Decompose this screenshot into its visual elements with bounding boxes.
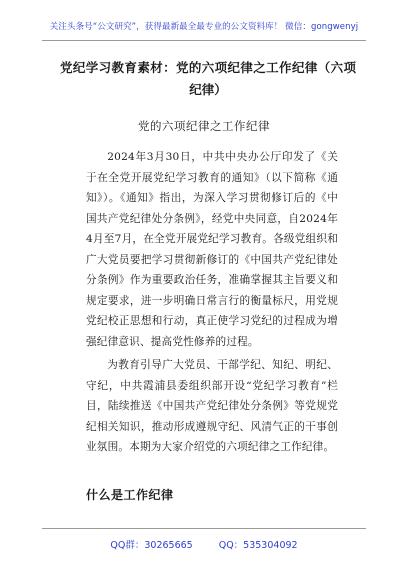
body-paragraph-1: 2024年3月30日，中共中央办公厅印发了《关于在全党开展党纪学习教育的通知》（以下简称《通知》）。《通知》指出，为深入学习贯彻修订后的《中国共产党纪律处分条例》，经党中央同意，自2024年4月至7月，在全党开展党纪学习教育。各级党组织和广大党员要把学习贯彻新修订的《中国共产党纪律处分条例》作为重要政治任务，准确掌握其主旨要义和规定要求，进一步明确日常言行的衡量标尺，用党规党纪校正思想和行动，真正使学习党纪的过程成为增强纪律意识、提高党性修养的过程。 <box>86 151 338 348</box>
footer-qq-number: QQ：535304092 <box>218 540 298 551</box>
header-divider <box>42 40 366 41</box>
promo-banner: 关注头条号“公文研究”，获得最新最全最专业的公文资料库！ 微信：gongwenyj <box>49 22 359 32</box>
footer-divider <box>42 528 366 529</box>
section-heading: 什么是工作纪律 <box>86 488 174 502</box>
document-title: 党纪学习教育素材：党的六项纪律之工作纪律（六项纪律） <box>60 60 356 97</box>
body-paragraph-2: 为教育引导广大党员、干部学纪、知纪、明纪、守纪，中共霞浦县委组织部开设“党纪学习教育”栏目，陆续推送《中国共产党纪律处分条例》等党规党纪相关知识，推动形成遵规守纪、风清气正的干事创业氛围。本期为大家介绍党的六项纪律之工作纪律。 <box>86 359 338 453</box>
footer-qq-group: QQ群：30265665 <box>110 540 193 551</box>
document-subtitle: 党的六项纪律之工作纪律 <box>138 119 270 133</box>
footer-contact <box>0 537 408 551</box>
